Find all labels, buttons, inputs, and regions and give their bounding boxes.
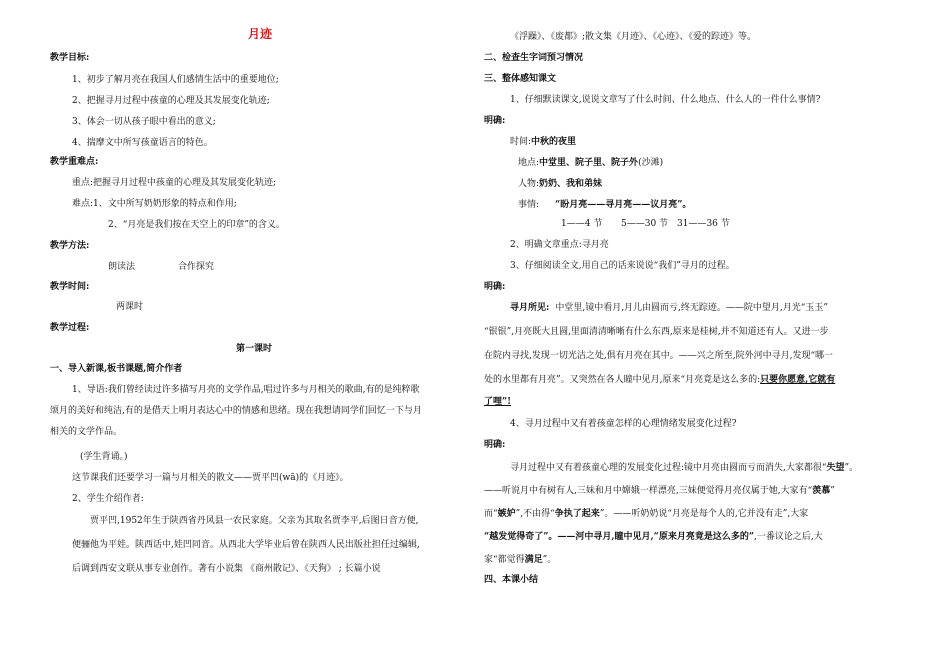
info-row: [518, 178, 602, 190]
place-value: 中堂里、院子里、院子外: [539, 158, 639, 168]
psych-emphasis: “: [484, 532, 490, 542]
key-heading: 教学重难点:: [50, 157, 99, 167]
goals-heading: 教学目标:: [50, 53, 90, 63]
paragraph-line: 《浮躁》、《废都》;散文集《月迹》、《心迹》、《爱的踪迹》等。: [510, 32, 757, 42]
psych-text: 而“: [484, 509, 498, 519]
info-row: [510, 136, 576, 148]
psych-emphasis: 失望: [826, 463, 845, 473]
section-heading: 三、整体感知课文: [484, 74, 557, 84]
event-label: 事情:: [518, 200, 540, 210]
paragraph-line: [484, 485, 835, 497]
goal-item: 4、揣摩文中所写孩童语言的特色。: [72, 138, 213, 148]
question-line: 3、仔细阅读全文,用自己的话来说说“我们”寻月的过程。: [510, 261, 735, 271]
paragraph-line: 后调到西安文联从事专业创作。著有小说集 《商州散记》、《天狗》 ; 长篇小说: [72, 564, 381, 574]
psych-emphasis: 满足: [524, 555, 543, 565]
place-label: 地点:: [518, 158, 540, 168]
find-emphasis: 了哩”!: [484, 397, 512, 407]
psych-emphasis: 嫉妒: [497, 509, 516, 519]
question-line: 2、明确文章重点:寻月亮: [510, 240, 609, 250]
section-range: 1——4 节: [561, 219, 603, 229]
document-title: 月迹: [248, 27, 273, 41]
key-point: 重点:把握寻月过程中孩童的心理及其发展变化轨迹;: [72, 178, 277, 188]
psych-text: ”,不由得“: [515, 509, 555, 519]
section-range: 5——30 节: [621, 219, 669, 229]
time-label: 时间:: [510, 137, 532, 147]
method-item: 朗读法: [108, 262, 136, 272]
section-heading: 四、本课小结: [484, 575, 539, 585]
psych-text: ”。: [844, 463, 859, 473]
psych-emphasis: 越发觉得奇了: [489, 532, 544, 542]
section-range: 31——36 节: [677, 219, 730, 229]
question-line: 1、仔细默读课文,说说文章写了什么时间、什么地点、什么人的一件什么事情?: [510, 95, 821, 105]
time-value: 两课时: [116, 302, 144, 312]
method-heading: 教学方法:: [50, 241, 90, 251]
psych-text: 寻月过程中又有着孩童心理的发展变化过程:镜中月亮由圆而亏而消失,大家都很“: [510, 463, 827, 473]
paragraph-line: [484, 374, 835, 386]
clear-label: 明确:: [484, 282, 506, 292]
find-text: 处的水里都有月亮”。又突然在各人瞳中见月,原来“月亮竟是这么多的:: [484, 375, 761, 385]
difficult-point-1: 难点:1、文中所写奶奶形象的特点和作用;: [72, 199, 237, 209]
paragraph-line: 在院内寻找,发现一切光洁之处,俱有月亮在其中。——兴之所至,院外河中寻月,发现“哪一: [484, 351, 834, 361]
psych-emphasis: “原来月亮竟是这么多的”: [653, 532, 755, 542]
find-label: 寻月所见:: [510, 303, 550, 313]
goal-item: 3、体会一切从孩子眼中看出的意义;: [72, 117, 216, 127]
paragraph-line: [484, 554, 556, 566]
psych-text: ”。: [542, 555, 557, 565]
paragraph-line: 便骊他为平娃。陕西话中,娃凹同音。从西北大学毕业后曾在陕西人民出版社担任过编辑,: [72, 540, 420, 550]
psych-text: ,一番议论之后,大: [754, 532, 823, 542]
psych-emphasis: 羡慕: [812, 486, 831, 496]
clear-label: 明确:: [484, 116, 506, 126]
difficult-point-2: 2、“月亮是我们按在天空上的印章”的含义。: [108, 220, 285, 230]
psych-text: ”: [830, 486, 835, 496]
find-text: 中堂里,镜中看月,月儿由圆而亏,终无踪迹。——院中望月,月光“玉玉”: [555, 303, 828, 313]
paragraph-line: [510, 462, 858, 474]
author-heading: 2、学生介绍作者:: [72, 494, 144, 504]
paragraph-line: 相关的文学作品。: [50, 427, 123, 437]
method-item: 合作探究: [178, 262, 215, 272]
psych-emphasis: 争执了起来: [554, 509, 600, 519]
people-label: 人物:: [518, 179, 540, 189]
find-emphasis: 只要你愿意,它就有: [760, 375, 836, 385]
section-heading: 二、检查生字词预习情况: [484, 53, 584, 63]
info-row: [518, 157, 663, 169]
paragraph-line: “银银”,月亮既大且圆,里面清清晰晰有什么东西,原来是桂树,并不知道还有人。又进一步: [484, 327, 829, 337]
lesson-title: 第一课时: [236, 344, 273, 354]
question-line: 4、寻月过程中又有着孩童怎样的心理情绪发展变化过程?: [510, 419, 737, 429]
process-heading: 教学过程:: [50, 323, 90, 333]
paragraph-line: 1、导语:我们曾经读过许多描写月亮的文学作品,唱过许多与月相关的歌曲,有的是纯粹歌: [72, 385, 420, 395]
paragraph-line: 颂月的美好和纯洁,有的是借天上明月表达心中的情感和思绪。现在我想请同学们回忆一下与月: [50, 406, 422, 416]
time-heading: 教学时间:: [50, 282, 90, 292]
psych-text: ——听说月中有树有人,三妹和月中嫦娥一样漂亮,三妹便觉得月亮仅属于她,大家有“: [484, 486, 813, 496]
paragraph-line: 这节课我们还要学习一篇与月相关的散文——贾平凹(wā)的《月迹》。: [72, 473, 349, 483]
paragraph-line: [484, 531, 823, 543]
psych-text: ”。——河中寻月,瞳中见月,: [543, 532, 654, 542]
psych-text: 家“都觉得: [484, 555, 525, 565]
place-note: (沙滩): [638, 158, 664, 168]
paragraph-line: [510, 302, 828, 314]
section-heading: 一、导入新课,板书课题,简介作者: [50, 364, 183, 374]
info-row: [518, 199, 691, 211]
time-value: 中秋的夜里: [531, 137, 577, 147]
event-value: “盼月亮——寻月亮——议月亮”。: [555, 200, 692, 210]
psych-text: ”。——听奶奶说“月亮是每个人的,它并没有走”,大家: [599, 509, 809, 519]
paragraph-line: (学生背诵。): [80, 452, 128, 462]
people-value: 奶奶、我和弟妹: [539, 179, 603, 189]
goal-item: 1、初步了解月亮在我国人们感情生活中的重要地位;: [72, 75, 279, 85]
paragraph-line: [484, 508, 808, 520]
clear-label: 明确:: [484, 440, 506, 450]
paragraph-line: 贾平凹,1952年生于陕西省丹风县一农民家庭。父亲为其取名贾李平,后图日音方便,: [90, 516, 419, 526]
goal-item: 2、把握寻月过程中孩童的心理及其发展变化轨迹;: [72, 96, 270, 106]
